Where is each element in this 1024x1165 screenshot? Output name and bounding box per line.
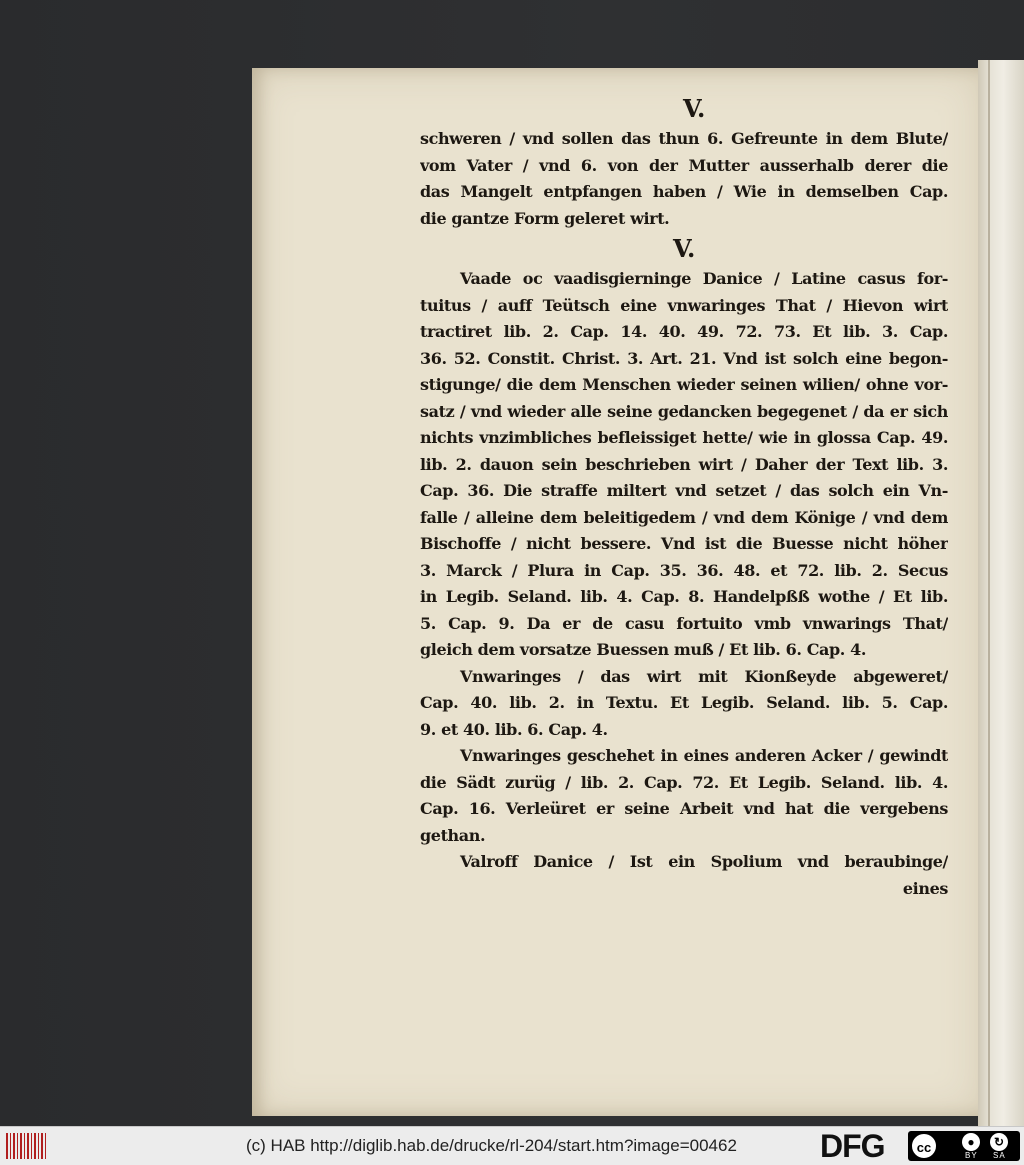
dfg-logo[interactable]: DFG (820, 1128, 885, 1164)
text-line: nichts vnzimbliches beflеissiget hette/ wie in glossa Cap. 49. (420, 428, 948, 447)
text-line: das Mangelt entpfangen haben / Wie in demselben Cap. (420, 182, 948, 201)
text-line: 36. 52. Constit. Christ. 3. Art. 21. Vnd ist solch eine begon- (420, 348, 948, 368)
copyright-link[interactable]: (c) HAB http://diglib.hab.de/drucke/rl-204/start.htm?image=00462 (246, 1136, 737, 1155)
sa-label: SA (993, 1151, 1006, 1160)
text-line: stigunge/ die dem Menschen wieder seinen wilien/ ohne vor- (420, 375, 948, 394)
cc-license-badge[interactable] (908, 1131, 1020, 1161)
text-line: tractiret lib. 2. Cap. 14. 40. 49. 72. 73. Et lib. 3. Cap. (420, 322, 948, 341)
next-page-edge (978, 60, 1024, 1126)
section-heading: V. (683, 94, 705, 123)
text-line: vom Vater / vnd 6. von der Mutter ausserhalb derer die (420, 155, 948, 175)
cc-icon: cc (910, 1132, 938, 1160)
catchword: eines (902, 878, 948, 898)
text-line: 3. Marck / Plura in Cap. 35. 36. 48. et 72. lib. 2. Secus (420, 560, 948, 580)
page-text (420, 92, 948, 922)
text-line: Valroff Danice / Ist ein Spolium vnd beraubinge/ (460, 852, 948, 871)
person-icon: ● (962, 1133, 980, 1151)
text-line: satz / vnd wieder alle seine gedancken begegenet / da er sich (420, 401, 948, 421)
text-line: die Sädt zurüg / lib. 2. Cap. 72. Et Legib. Seland. lib. 4. (420, 772, 948, 792)
text-line: die gantze Form geleret wirt. (420, 208, 670, 228)
text-line: schweren / vnd sollen das thun 6. Gefreunte in dem Blute/ (420, 129, 948, 148)
text-line: Bischoffe / nicht bessere. Vnd ist die Buesse nicht höher (420, 534, 948, 553)
text-line: gethan. (420, 825, 486, 845)
text-line: 9. et 40. lib. 6. Cap. 4. (420, 719, 608, 739)
text-line: in Legib. Seland. lib. 4. Cap. 8. Handelpßß wothe / Et lib. (420, 587, 948, 606)
text-line: Vaade oc vaadisgierninge Danice / Latine casus for- (460, 269, 948, 288)
text-line: gleich dem vorsatze Buessen muß / Et lib. 6. Cap. 4. (420, 640, 867, 659)
text-line: Cap. 36. Die straffe miltert vnd setzet / das solch ein Vn- (420, 481, 948, 500)
text-line: tuitus / auff Teütsch eine vnwaringes That / Hievon wirt (420, 295, 948, 315)
section-heading: V. (673, 234, 695, 263)
share-alike-icon: ↻ (990, 1133, 1008, 1151)
text-line: Vnwaringes geschehet in eines anderen Acker / gewindt (460, 746, 948, 765)
text-line: Vnwaringes / das wirt mit Kionßeyde abgeweret/ (460, 666, 948, 686)
text-line: Cap. 40. lib. 2. in Textu. Et Legib. Seland. lib. 5. Cap. (420, 693, 948, 712)
footer-bar (0, 1126, 1024, 1165)
barcode-icon (6, 1133, 48, 1159)
text-line: lib. 2. dauon sein beschrieben wirt / Daher der Text lib. 3. (420, 454, 948, 474)
text-line: 5. Cap. 9. Da er de casu fortuito vmb vnwarings That/ (420, 613, 948, 633)
by-label: BY (965, 1151, 978, 1160)
text-line: Cap. 16. Verleüret er seine Arbeit vnd hat die vergebens (420, 799, 948, 818)
text-line: falle / alleine dem beleitigedem / vnd dem Könige / vnd dem (420, 507, 948, 527)
